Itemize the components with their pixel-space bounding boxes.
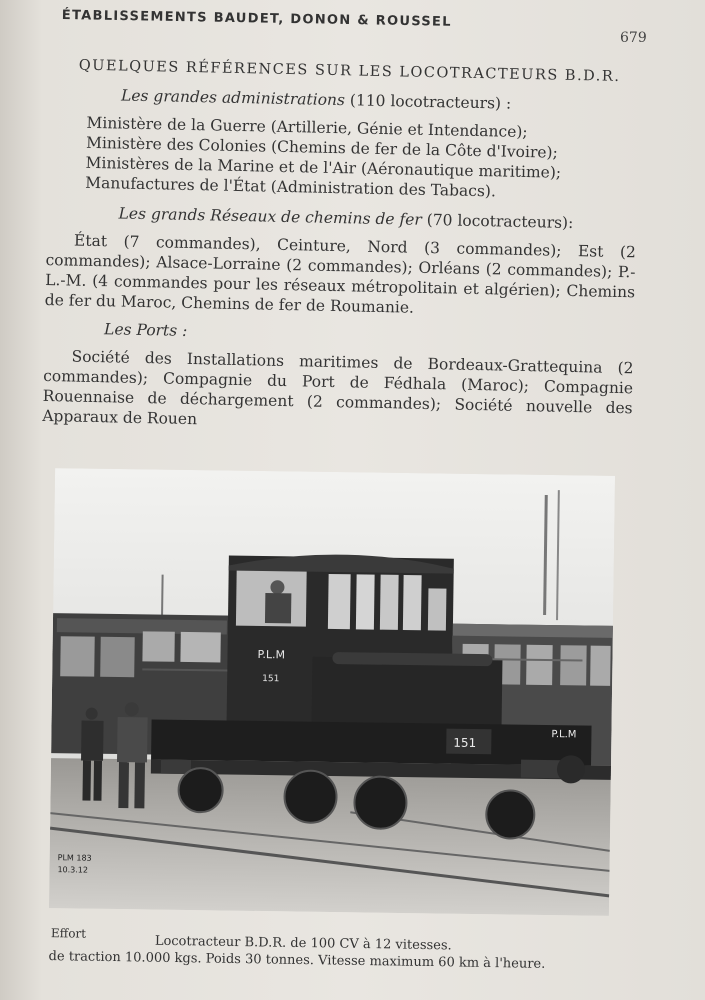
running-header: ÉTABLISSEMENTS BAUDET, DONON & ROUSSEL [61, 8, 452, 30]
caption-side-label-2: de traction [48, 949, 121, 966]
admin-item: Ministères de la Marine et de l'Air (Aéronautique maritime); [85, 153, 562, 182]
loco-number-cab: 151 [262, 674, 280, 685]
admin-list [85, 113, 639, 205]
caption-side-label-1: Effort [50, 926, 87, 941]
reseaux-heading-line [118, 203, 636, 234]
admin-heading-line [121, 86, 639, 117]
admin-item: Ministère des Colonies (Chemins de fer de la Côte d'Ivoire); [85, 133, 558, 162]
caption-text-1: Locotracteur B.D.R. de 100 CV à 12 vitesses. [154, 933, 452, 954]
admin-count: (110 locotracteurs) : [349, 91, 512, 113]
reseaux-paragraph: État (7 commandes), Ceinture, Nord (3 commandes); Est (2 commandes); Alsace-Lorraine (2 commandes); Orléans (2 commandes); P.-L.-M. (4 commandes pour les réseaux métropolitain et algérien); Chemins de fer du Maroc, Chemins de fer de Roumanie. [44, 231, 637, 317]
admin-item: Ministère de la Guerre (Artillerie, Génie et Intendance); [86, 113, 528, 142]
photo-corner-mark-1: PLM 183 [57, 853, 92, 863]
admin-item: Manufactures de l'État (Administration des Tabacs). [85, 173, 497, 201]
caption-text-2: 10.000 kgs. Poids 30 tonnes. Vitesse maximum 60 km à l'heure. [124, 950, 546, 972]
ports-heading: Les Ports : [103, 320, 188, 340]
locomotive-photo-graphic [49, 468, 615, 916]
photo-caption [44, 926, 664, 974]
loco-marking-cab: P.L.M [257, 647, 286, 662]
reseaux-heading: Les grands Réseaux de chemins de fer [118, 204, 423, 229]
photo-corner-mark-2: 10.3.12 [57, 865, 89, 875]
admin-heading: Les grandes administrations [120, 86, 346, 110]
section-title: QUELQUES RÉFÉRENCES SUR LES LOCOTRACTEURS B.D.R. [78, 57, 621, 85]
page-number: 679 [620, 30, 647, 46]
loco-marking-front: P.L.M [551, 729, 577, 741]
reseaux-count: (70 locotracteurs): [426, 210, 574, 232]
ports-paragraph: Société des Installations maritimes de Bordeaux-Grattequina (2 commandes); Compagnie du Port de Fédhala (Maroc); Compagnie Rouennaise de déchargement (2 commandes); Société nouvelle des Apparaux de Rouen [42, 347, 634, 429]
loco-number-front: 151 [453, 735, 477, 751]
locomotive-photo [49, 468, 615, 916]
article-body [42, 50, 640, 446]
